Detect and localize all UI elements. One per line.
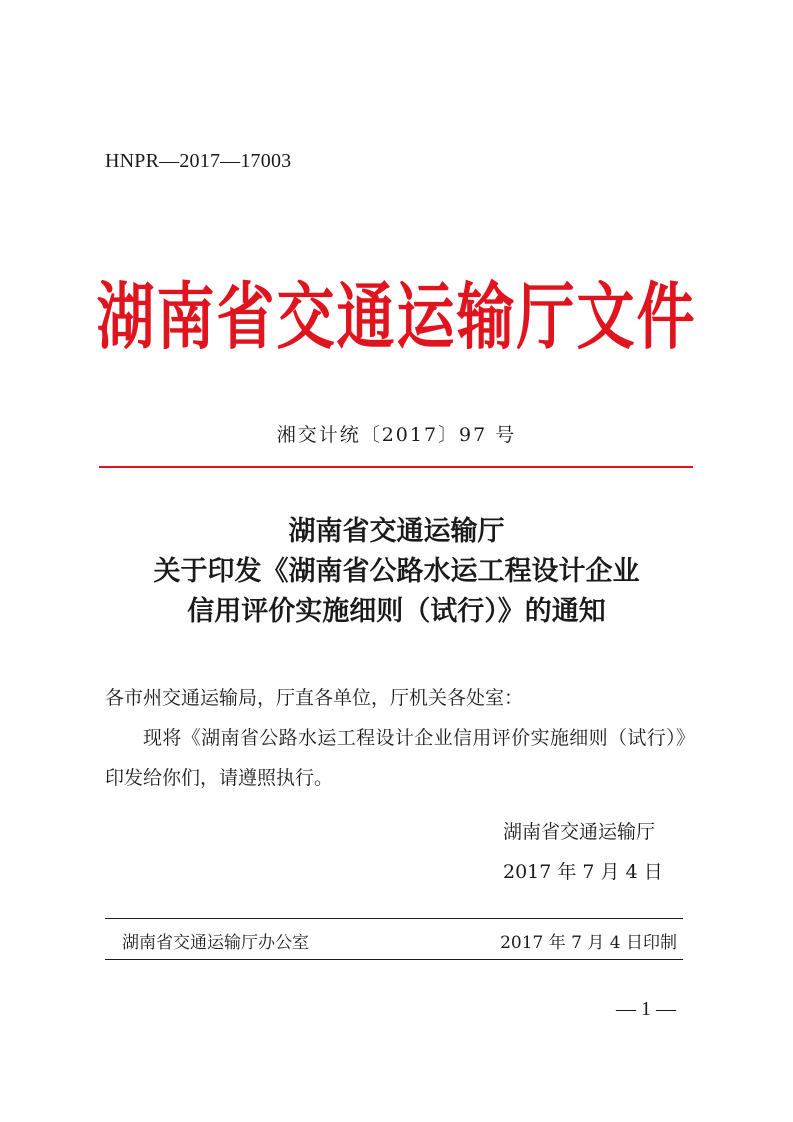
footer-print-date: 2017 年 7 月 4 日印制 bbox=[500, 933, 677, 953]
title-line-3: 信用评价实施细则（试行）》的通知 bbox=[187, 596, 606, 627]
document-code: HNPR—2017—17003 bbox=[105, 150, 292, 172]
notice-body bbox=[105, 678, 695, 798]
title-line-1: 湖南省交通运输厅 bbox=[288, 516, 505, 547]
red-separator-line bbox=[99, 466, 693, 468]
footer-office: 湖南省交通运输厅办公室 bbox=[122, 933, 309, 953]
issue-date: 2017 年 7 月 4 日 bbox=[503, 861, 663, 883]
signature-block bbox=[503, 812, 663, 892]
footer-bottom-rule bbox=[105, 959, 683, 960]
body-paragraph: 现将《湖南省公路水运工程设计企业信用评价实施细则（试行）》印发给你们，请遵照执行。 bbox=[105, 727, 695, 789]
page-number: — 1 — bbox=[616, 998, 676, 1020]
issuer-name: 湖南省交通运输厅 bbox=[503, 821, 656, 843]
title-line-2: 关于印发《湖南省公路水运工程设计企业 bbox=[153, 556, 640, 587]
footer-top-rule bbox=[105, 918, 683, 919]
masthead-title: 湖南省交通运输厅文件 bbox=[96, 274, 697, 360]
notice-title bbox=[60, 512, 733, 632]
document-number: 湘交计统〔2017〕97 号 bbox=[276, 424, 517, 446]
salutation: 各市州交通运输局，厅直各单位，厅机关各处室： bbox=[105, 687, 524, 709]
